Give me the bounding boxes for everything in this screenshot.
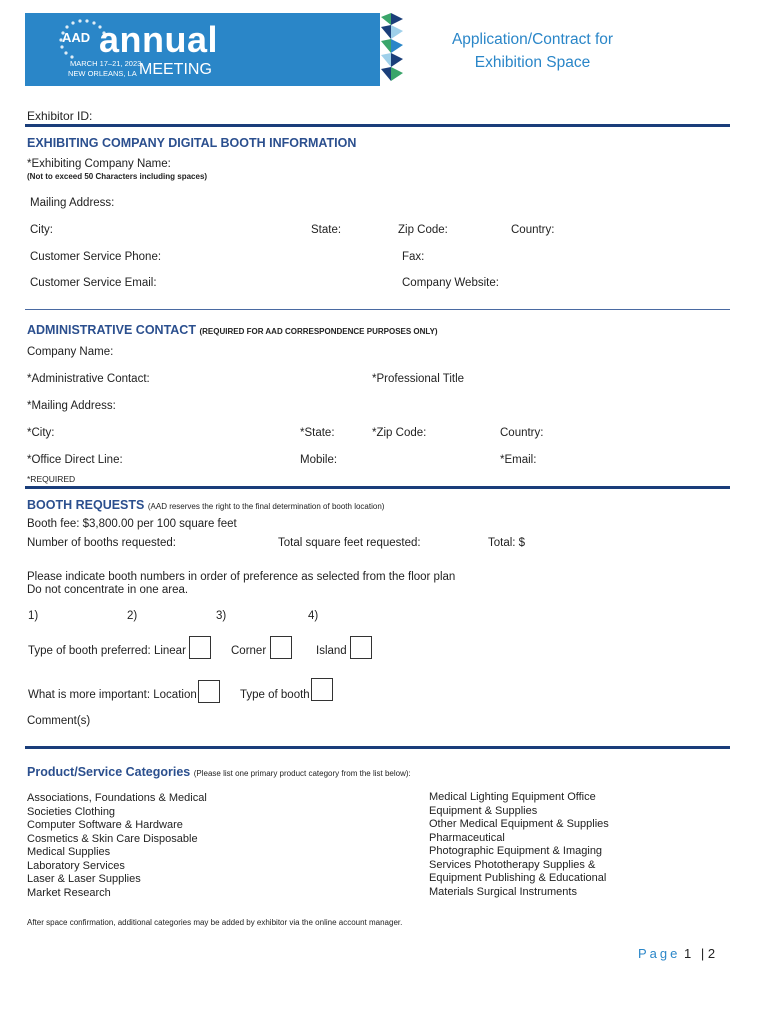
document-title [420, 28, 645, 74]
company-name-note: (Not to exceed 50 Characters including spaces) [27, 172, 208, 181]
page-word: Page [638, 946, 681, 961]
linear-checkbox[interactable] [189, 636, 211, 659]
title-line-2: Exhibition Space [474, 54, 591, 71]
categories-heading-note: (Please list one primary product category from the list below): [193, 769, 411, 778]
preference-1-label: 1) [28, 610, 39, 622]
title-line-1: Application/Contract for [451, 31, 614, 48]
corner-checkbox[interactable] [270, 636, 292, 659]
logo-dates: MARCH 17–21, 2023 [70, 59, 142, 68]
professional-title-label: *Professional Title [372, 373, 465, 385]
total-label: Total: $ [488, 537, 526, 549]
required-note: *REQUIRED [27, 474, 76, 484]
page-current: 1 [684, 946, 692, 961]
island-checkbox[interactable] [350, 636, 372, 659]
type-of-booth-label: Type of booth [240, 689, 310, 701]
admin-state-label: *State: [300, 427, 335, 439]
logo-city: NEW ORLEANS, LA [68, 69, 137, 78]
admin-zip-label: *Zip Code: [372, 427, 427, 439]
list-item: Cosmetics & Skin Care Disposable [27, 832, 198, 845]
booth-instructions-1: Please indicate booth numbers in order of preference as selected from the floor plan [27, 571, 456, 583]
list-item: Pharmaceutical [429, 831, 505, 844]
booth-heading-text: BOOTH REQUESTS [27, 498, 145, 512]
mobile-label: Mobile: [300, 454, 338, 466]
preference-3-label: 3) [216, 610, 227, 622]
island-label: Island [316, 645, 347, 657]
list-item: Other Medical Equipment & Supplies [429, 818, 609, 830]
total-sqft-label: Total square feet requested: [278, 537, 421, 549]
website-label: Company Website: [402, 277, 499, 289]
categories-right-list [429, 791, 609, 899]
booth-type-label: Type of booth preferred: Linear [28, 645, 186, 657]
logo-badge: AAD [62, 30, 91, 45]
booth-instructions-2: Do not concentrate in one area. [27, 584, 189, 596]
decorative-pattern-stripe [377, 13, 407, 86]
phone-label: Customer Service Phone: [30, 251, 162, 263]
list-item: Societies Clothing [27, 805, 116, 818]
preference-2-label: 2) [127, 610, 138, 622]
direct-line-label: *Office Direct Line: [27, 454, 123, 466]
comments-label: Comment(s) [27, 715, 91, 727]
location-checkbox[interactable] [198, 680, 220, 703]
booth-section-heading [27, 498, 384, 512]
list-item: Photographic Equipment & Imaging [429, 845, 603, 857]
admin-city-label: *City: [27, 427, 55, 439]
list-item: Associations, Foundations & Medical [27, 792, 207, 804]
list-item: Laser & Laser Supplies [27, 873, 141, 885]
divider [25, 486, 730, 489]
company-section-heading: EXHIBITING COMPANY DIGITAL BOOTH INFORMATION [27, 136, 357, 150]
page-separator: | [700, 946, 705, 961]
divider [25, 746, 730, 749]
list-item: Equipment Publishing & Educational [429, 872, 607, 884]
categories-section-heading [27, 765, 411, 779]
booth-heading-note: (AAD reserves the right to the final determination of booth location) [147, 502, 385, 511]
list-item: Computer Software & Hardware [27, 819, 183, 831]
logo-word: annual [99, 19, 219, 60]
list-item: Services Phototherapy Supplies & [429, 858, 596, 871]
categories-left-list [27, 792, 207, 900]
zip-label: Zip Code: [398, 224, 448, 236]
state-label: State: [311, 224, 342, 236]
type-of-booth-checkbox[interactable] [311, 678, 333, 701]
list-item: Market Research [27, 886, 111, 899]
list-item: Laboratory Services [27, 859, 125, 872]
categories-heading-text: Product/Service Categories [27, 765, 191, 779]
admin-heading-text: ADMINISTRATIVE CONTACT [27, 323, 196, 337]
categories-footnote: After space confirmation, additional categories may be added by exhibitor via the online account manager. [27, 918, 403, 927]
admin-company-name-label: Company Name: [27, 346, 114, 358]
preference-4-label: 4) [308, 610, 319, 622]
admin-section-heading [27, 323, 438, 337]
page-total: 2 [707, 946, 716, 961]
corner-label: Corner [231, 645, 267, 657]
booth-fee-text: Booth fee: $3,800.00 per 100 square feet [27, 518, 237, 530]
meeting-logo-banner [25, 13, 377, 86]
list-item: Medical Supplies [27, 846, 111, 858]
company-name-label: *Exhibiting Company Name: [27, 158, 171, 170]
divider [25, 309, 730, 310]
important-label: What is more important: Location [28, 689, 197, 701]
list-item: Medical Lighting Equipment Office [429, 791, 596, 803]
number-of-booths-label: Number of booths requested: [27, 537, 176, 549]
fax-label: Fax: [402, 251, 425, 263]
mailing-address-label: Mailing Address: [30, 197, 115, 209]
page-number [638, 946, 715, 961]
list-item: Materials Surgical Instruments [429, 885, 577, 898]
divider [25, 124, 730, 127]
logo-meeting: MEETING [139, 61, 212, 78]
admin-mailing-label: *Mailing Address: [27, 400, 116, 412]
admin-contact-label: *Administrative Contact: [27, 373, 150, 385]
admin-heading-note: (REQUIRED FOR AAD CORRESPONDENCE PURPOSES ONLY) [199, 327, 438, 336]
admin-country-label: Country: [500, 427, 544, 439]
admin-email-label: *Email: [500, 454, 537, 466]
list-item: Equipment & Supplies [429, 804, 538, 817]
city-label: City: [30, 224, 53, 236]
email-label: Customer Service Email: [30, 277, 157, 289]
country-label: Country: [511, 224, 555, 236]
exhibitor-id-label: Exhibitor ID: [27, 109, 93, 123]
